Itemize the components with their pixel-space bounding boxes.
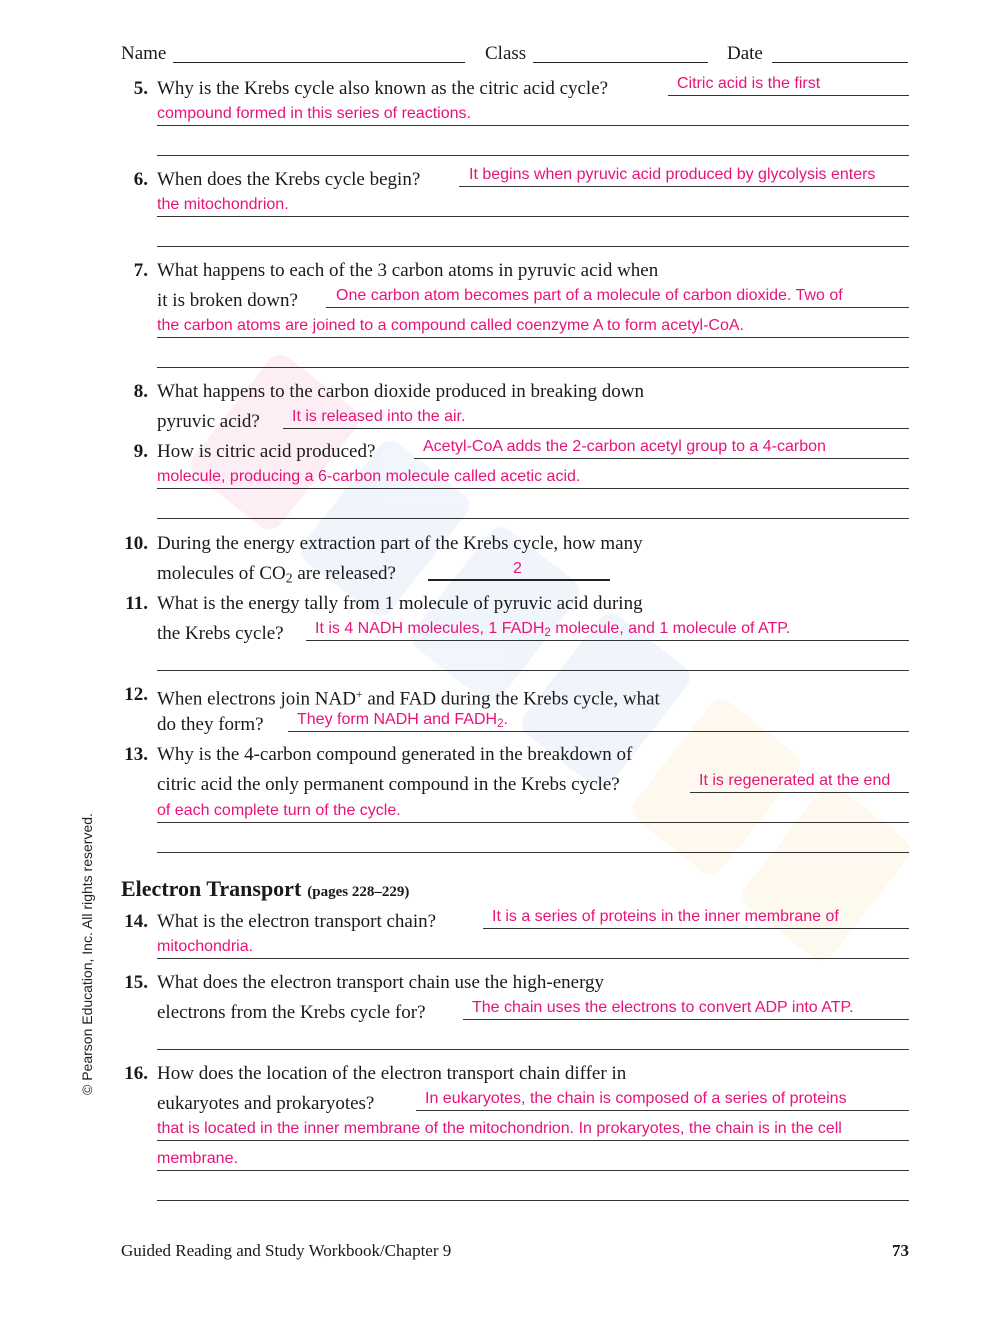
answer-line [414, 458, 909, 459]
question-16-text-line-1: How does the location of the electron transport chain differ in [157, 1063, 627, 1084]
section-heading: Electron Transport (pages 228–229) [121, 876, 410, 901]
question-16-text-line-2: eukaryotes and prokaryotes? [157, 1093, 375, 1114]
page-number: 73 [892, 1241, 909, 1260]
answer-line [157, 852, 909, 853]
date-field-line [772, 62, 908, 63]
question-10-number: 10. [124, 533, 148, 554]
answer-line [157, 518, 909, 519]
question-12-text-line-1: When electrons join NAD+ and FAD during the Krebs cycle, what [157, 688, 660, 710]
answer-5-line-2: compound formed in this series of reactions. [157, 105, 471, 122]
answer-line [157, 1170, 909, 1171]
footer-book-title: Guided Reading and Study Workbook/Chapter 9 [121, 1241, 452, 1260]
answer-11: It is 4 NADH molecules, 1 $FADH_2$ molecule, and 1 molecule of ATP. [315, 620, 791, 639]
question-13-text-line-1: Why is the 4-carbon compound generated in the breakdown of [157, 744, 633, 765]
answer-line [157, 670, 909, 671]
answer-line [157, 155, 909, 156]
question-16-number: 16. [124, 1063, 148, 1084]
answer-line [157, 337, 909, 338]
question-7-number: 7. [133, 260, 148, 281]
question-9-number: 9. [133, 441, 148, 462]
answer-line [157, 488, 909, 489]
answer-6-line-2: the mitochondrion. [157, 196, 289, 213]
question-12-number: 12. [124, 684, 148, 705]
answer-line [157, 246, 909, 247]
question-7-text-line-1: What happens to each of the 3 carbon atoms in pyruvic acid when [157, 260, 659, 281]
question-8-text-line-2: pyruvic acid? [157, 411, 260, 432]
question-5-number: 5. [133, 78, 148, 99]
date-label: Date [727, 43, 763, 64]
question-13-text-line-2: citric acid the only permanent compound in the Krebs cycle? [157, 774, 620, 795]
class-label: Class [485, 43, 527, 64]
answer-line [483, 928, 909, 929]
question-10-text-line-1: During the energy extraction part of the Krebs cycle, how many [157, 533, 643, 554]
question-12-text-line-2: do they form? [157, 714, 264, 735]
answer-16-line-3: membrane. [157, 1150, 238, 1167]
answer-14-line-2: mitochondria. [157, 938, 254, 955]
answer-7-line-2: the carbon atoms are joined to a compound called coenzyme A to form acetyl-CoA. [157, 317, 744, 334]
answer-line [157, 216, 909, 217]
answer-12: They form NADH and $FADH_2$. [297, 711, 508, 730]
question-10-text-line-2: molecules of $CO_2$ are released? [157, 563, 396, 586]
answer-line [306, 640, 909, 641]
answer-15: The chain uses the electrons to convert ADP into ATP. [472, 999, 854, 1016]
answer-line [157, 1200, 909, 1201]
answer-13-line-2: of each complete turn of the cycle. [157, 802, 401, 819]
answer-line [157, 1140, 909, 1141]
answer-line [157, 1049, 909, 1050]
answer-9-line-2: molecule, producing a 6-carbon molecule called acetic acid. [157, 468, 581, 485]
answer-line [288, 731, 909, 732]
question-15-text-line-1: What does the electron transport chain use the high-energy [157, 972, 605, 993]
answer-line [463, 1019, 909, 1020]
answer-line [283, 428, 909, 429]
question-11-number: 11. [125, 593, 148, 614]
question-8-number: 8. [133, 381, 148, 402]
question-14-text: What is the electron transport chain? [157, 911, 437, 932]
answer-8-line-1: It is released into the air. [292, 408, 466, 425]
answer-9-line-1: Acetyl-CoA adds the 2-carbon acetyl group to a 4-carbon [423, 438, 826, 455]
answer-line [157, 822, 909, 823]
answer-line [459, 186, 909, 187]
answer-line [157, 125, 909, 126]
question-15-number: 15. [124, 972, 148, 993]
question-14-number: 14. [124, 911, 148, 932]
question-9-text: How is citric acid produced? [157, 441, 376, 462]
question-7-text-line-2: it is broken down? [157, 290, 298, 311]
answer-16-line-1: In eukaryotes, the chain is composed of a series of proteins [425, 1090, 847, 1107]
question-11-text-line-2: the Krebs cycle? [157, 623, 284, 644]
class-field-line [533, 62, 708, 63]
answer-line [157, 367, 909, 368]
name-label: Name [121, 43, 167, 64]
question-6-text: When does the Krebs cycle begin? [157, 169, 421, 190]
answer-5-line-1: Citric acid is the first [677, 75, 821, 92]
question-8-text-line-1: What happens to the carbon dioxide produced in breaking down [157, 381, 644, 402]
answer-14-line-1: It is a series of proteins in the inner membrane of [492, 908, 839, 925]
question-6-number: 6. [133, 169, 148, 190]
answer-6-line-1: It begins when pyruvic acid produced by glycolysis enters [469, 166, 876, 183]
question-13-number: 13. [124, 744, 148, 765]
answer-7-line-1: One carbon atom becomes part of a molecule of carbon dioxide. Two of [336, 287, 843, 304]
answer-line [416, 1110, 909, 1111]
question-5-text: Why is the Krebs cycle also known as the citric acid cycle? [157, 78, 609, 99]
answer-line [157, 958, 909, 959]
name-field-line [173, 62, 465, 63]
answer-line [326, 307, 909, 308]
answer-line [428, 579, 610, 581]
copyright-notice: © Pearson Education, Inc. All rights reserved. [79, 813, 95, 1095]
answer-16-line-2: that is located in the inner membrane of the mitochondrion. In prokaryotes, the chain is in the cell [157, 1120, 842, 1137]
answer-10: 2 [513, 560, 522, 577]
answer-line [690, 792, 909, 793]
question-11-text-line-1: What is the energy tally from 1 molecule of pyruvic acid during [157, 593, 643, 614]
answer-line [668, 95, 909, 96]
question-15-text-line-2: electrons from the Krebs cycle for? [157, 1002, 426, 1023]
answer-13-line-1: It is regenerated at the end [699, 772, 891, 789]
